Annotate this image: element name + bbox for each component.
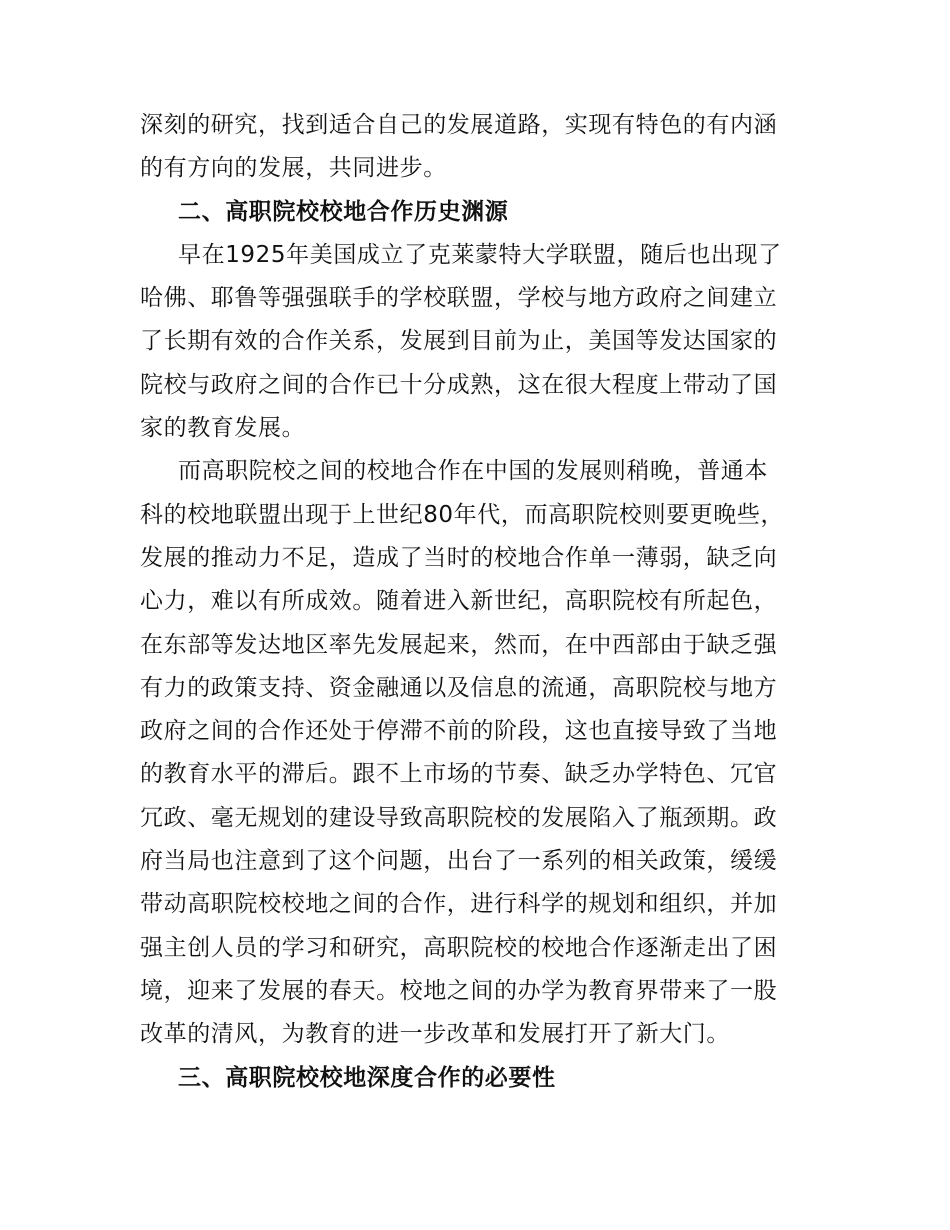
paragraph-line: 深刻的研究，找到适合自己的发展道路，实现有特色的有内涵 — [140, 112, 778, 138]
paragraph-line: 冗政、毫无规划的建设导致高职院校的发展陷入了瓶颈期。政 — [140, 804, 778, 831]
paragraph-line: 强主创人员的学习和研究，高职院校的校地合作逐渐走出了困 — [140, 934, 778, 961]
paragraph-line: 在东部等发达地区率先发展起来，然而，在中西部由于缺乏强 — [140, 631, 778, 658]
paragraph-line: 有力的政策支持、资金融通以及信息的流通，高职院校与地方 — [140, 674, 778, 701]
paragraph-line: 府当局也注意到了这个问题，出台了一系列的相关政策，缓缓 — [140, 848, 778, 875]
paragraph-line: 科的校地联盟出现于上世纪80年代，而高职院校则要更晚些， — [140, 501, 785, 528]
paragraph-line: 院校与政府之间的合作已十分成熟，这在很大程度上带动了国 — [140, 371, 778, 398]
paragraph-line: 心力，难以有所成效。随着进入新世纪，高职院校有所起色， — [140, 588, 778, 615]
paragraph-line: 境，迎来了发展的春天。校地之间的办学为教育界带来了一股 — [140, 977, 778, 1004]
paragraph-line: 政府之间的合作还处于停滞不前的阶段，这也直接导致了当地 — [140, 718, 778, 745]
paragraph-line: 了长期有效的合作关系，发展到目前为止，美国等发达国家的 — [140, 328, 778, 355]
paragraph-line: 改革的清风，为教育的进一步改革和发展打开了新大门。 — [140, 1021, 730, 1048]
paragraph-line: 而高职院校之间的校地合作在中国的发展则稍晚，普通本 — [178, 458, 768, 485]
paragraph-line: 发展的推动力不足，造成了当时的校地合作单一薄弱，缺乏向 — [140, 544, 778, 571]
section-heading-2: 二、高职院校校地合作历史渊源 — [178, 198, 509, 225]
paragraph-line: 哈佛、耶鲁等强强联手的学校联盟，学校与地方政府之间建立 — [140, 285, 778, 312]
paragraph-line: 的有方向的发展，共同进步。 — [140, 155, 447, 182]
paragraph-line: 带动高职院校校地之间的合作，进行科学的规划和组织，并加 — [140, 891, 778, 918]
section-heading-3: 三、高职院校校地深度合作的必要性 — [178, 1064, 556, 1091]
paragraph-line: 早在1925年美国成立了克莱蒙特大学联盟，随后也出现了 — [178, 241, 782, 268]
paragraph-line: 的教育水平的滞后。跟不上市场的节奏、缺乏办学特色、冗官 — [140, 761, 778, 788]
document-body — [140, 104, 830, 1100]
paragraph-line: 家的教育发展。 — [140, 415, 306, 442]
